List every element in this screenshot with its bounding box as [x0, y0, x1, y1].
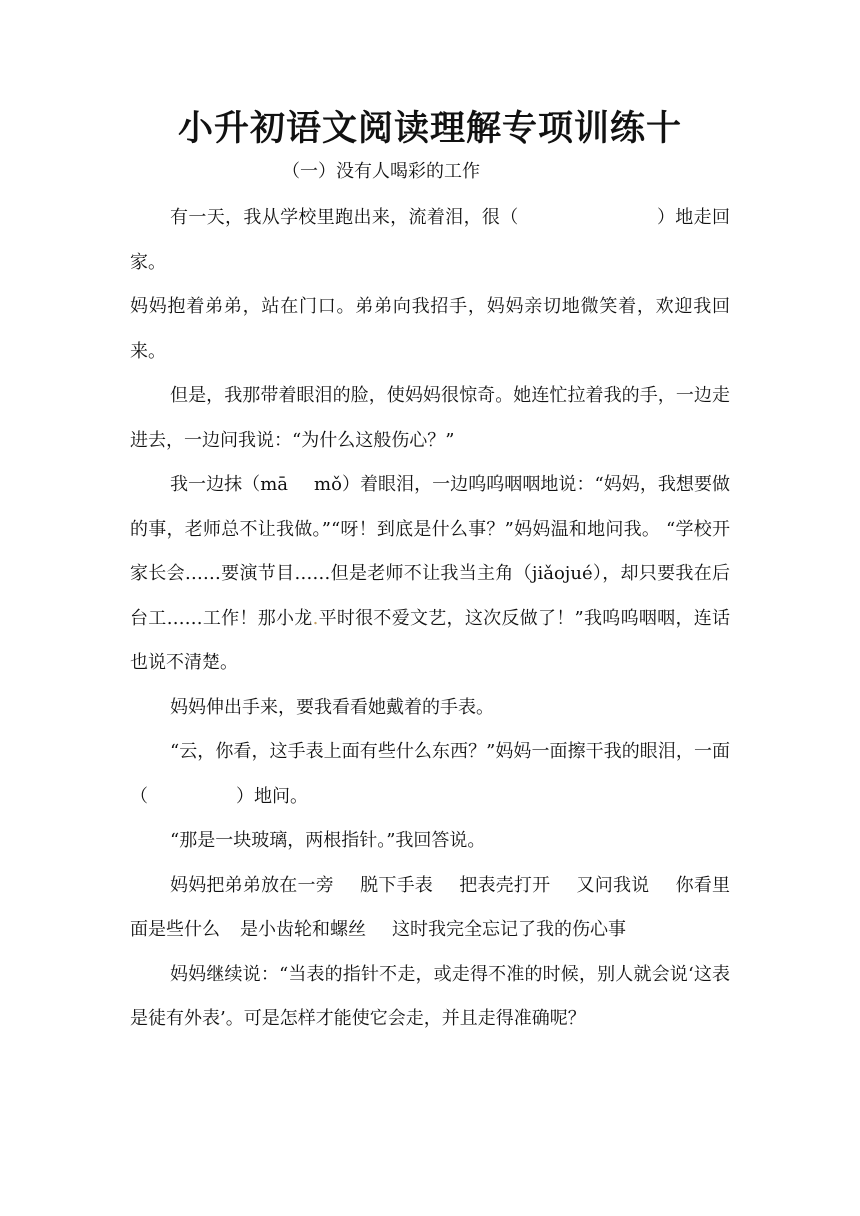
paragraph-2: 妈妈抱着弟弟，站在门口。弟弟向我招手，妈妈亲切地微笑着，欢迎我回来。: [130, 296, 730, 362]
paragraph-1: [130, 196, 730, 285]
paragraph-4: [130, 463, 730, 686]
paragraph-3: 但是，我那带着眼泪的脸，使妈妈很惊奇。她连忙拉着我的手，一边走进去，一边问我说：“为什么这般伤心？”: [130, 385, 730, 451]
document-title: 小升初语文阅读理解专项训练十: [177, 109, 682, 149]
paragraph-6: [130, 730, 730, 819]
paragraph-4-part-b: mǒ）着眼泪，一边呜呜咽咽地说：“妈妈，我想要做的事，老师总不让我做。”“呀！到底是什么事？”妈妈温和地问我。 “学校开家长会……要演节目……但是老师不让我当主角（jiǎojué），却只要我在后台工……工作！那小龙: [130, 474, 730, 629]
paragraph-7: “那是一块玻璃，两根指针。”我回答说。: [170, 830, 486, 851]
paragraph-5: 妈妈伸出手来，要我看看她戴着的手表。: [170, 696, 494, 718]
paragraph-9: 妈妈继续说：“当表的指针不走，或走得不准的时候，别人就会说‘这表是徒有外表’。可是怎样才能使它会走，并且走得准确呢？: [130, 963, 730, 1029]
paragraph-1-part-b: ）地走回家。: [130, 207, 731, 273]
paragraph-8: [130, 864, 730, 953]
paragraph-8-part-b: 脱下手表: [359, 874, 434, 896]
paragraph-1-part-a: 有一天，我从学校里跑出来，流着泪，很（: [170, 207, 519, 228]
paragraph-8-part-c: 把表壳打开: [459, 874, 551, 896]
paragraph-8-part-a: 妈妈把弟弟放在一旁: [170, 874, 334, 896]
paragraph-4-part-a: 我一边抹（mā: [170, 474, 288, 495]
paragraph-8-part-d: 又问我说: [576, 874, 650, 896]
passage-subtitle: （一）没有人喝彩的工作: [282, 161, 480, 182]
passage-body: [130, 196, 730, 1042]
paragraph-4-part-c: 平时很不爱文艺，这次反做了！”我呜呜咽咽，连话也说不清楚。: [130, 607, 731, 673]
paragraph-8-part-f: 是小齿轮和螺丝: [240, 919, 366, 940]
paragraph-6-part-a: “云，你看，这手表上面有些什么东西？”妈妈一面擦干我的眼泪，一面（: [130, 741, 730, 807]
paragraph-8-part-g: 这时我完全忘记了我的伤心事: [392, 919, 626, 940]
paragraph-8-part-e: 你看里面是些什么: [130, 874, 731, 940]
small-mark: .: [312, 607, 319, 629]
paragraph-6-part-b: ）地问。: [236, 785, 308, 807]
